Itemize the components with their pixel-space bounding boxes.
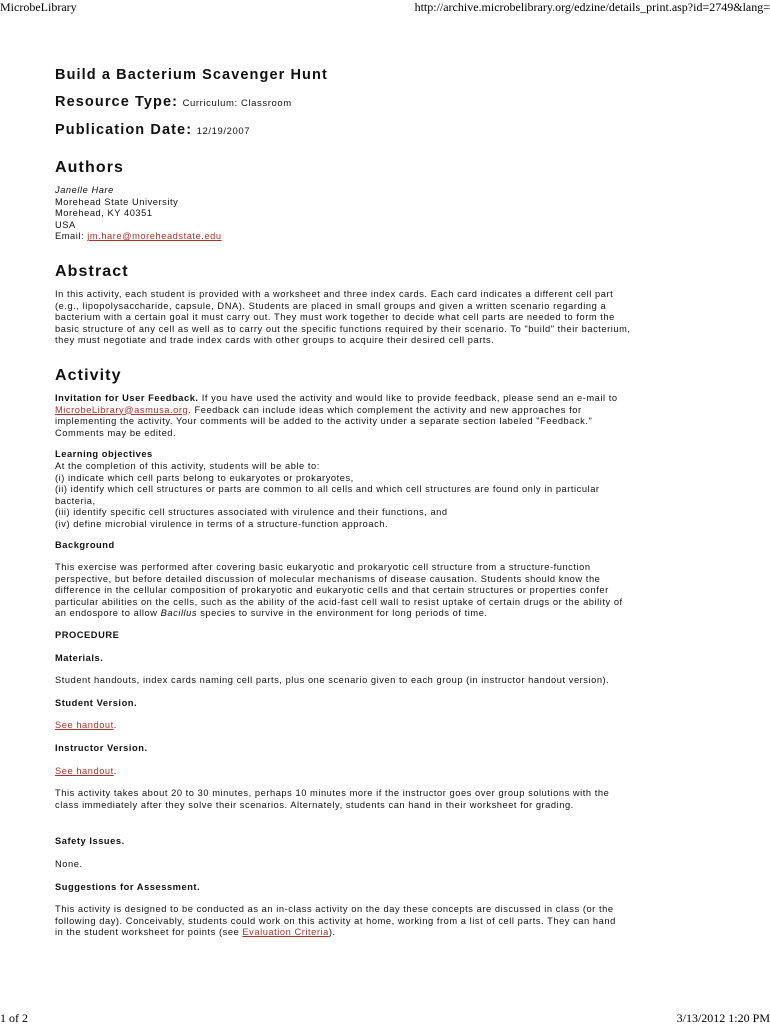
- author-city: Morehead, KY 40351: [55, 208, 153, 219]
- abstract-text: [55, 289, 715, 347]
- feedback-line: [55, 405, 715, 417]
- assessment-line: following day). Conceivably, students could work on this activity at home, working from a list of cell parts. They can hand: [55, 915, 616, 926]
- materials-text: Student handouts, index cards naming cell parts, plus one scenario given to each group (in instructor handout version).: [55, 675, 610, 686]
- assessment-text-pre: in the student worksheet for points (see: [55, 927, 243, 938]
- student-version-row: See handout.: [55, 720, 117, 731]
- timing-line: This activity takes about 20 to 30 minutes, perhaps 10 minutes more if the instructor goes over group solutions with the: [55, 788, 610, 799]
- safety-heading: Safety Issues.: [55, 836, 125, 847]
- objective-line: (i) indicate which cell parts belong to eukaryotes or prokaryotes,: [55, 472, 354, 483]
- feedback-line: [55, 393, 715, 405]
- abstract-line: (e.g., lipopolysaccharide, capsule, DNA). Students are placed in small groups and given a written scenario regarding a: [55, 300, 607, 311]
- materials-heading: Materials.: [55, 652, 104, 663]
- author-country: USA: [55, 219, 76, 230]
- background-heading: Background: [55, 540, 115, 551]
- background-line: difference in the cellular composition of prokaryotic and eukaryotic cells and that certain structures or properties confer: [55, 585, 609, 596]
- feedback-text: . Feedback can include ideas which complement the activity and new approaches for: [188, 404, 582, 415]
- publication-date-label: Publication Date:: [55, 122, 193, 138]
- feedback-line: Comments may be edited.: [55, 427, 177, 438]
- background-line: [55, 608, 715, 620]
- author-email-label: Email:: [55, 231, 85, 242]
- timing-text: [55, 788, 715, 811]
- objective-line: (ii) identify which cell structures or parts are common to all cells and which cell structures are found only in particular: [55, 484, 600, 495]
- background-text-pre: an endospore to allow: [55, 608, 161, 619]
- background-text-post: species to survive in the environment for long periods of time.: [197, 608, 488, 619]
- print-footer-datetime: 3/13/2012 1:20 PM: [676, 1011, 770, 1025]
- abstract-line: they must negotiate and trade index cards with other groups to acquire their desired cell parts.: [55, 335, 495, 346]
- evaluation-criteria-link[interactable]: Evaluation Criteria: [242, 927, 329, 938]
- assessment-text-post: ).: [328, 927, 336, 938]
- publication-date-value: 12/19/2007: [196, 126, 251, 137]
- assessment-line: This activity is designed to be conducted as an in-class activity on the day these concepts are discussed in class (or the: [55, 904, 614, 915]
- background-line: particular abilities on the cells, such as the ability of the acid-fast cell wall to resist uptake of certain drugs or the ability of: [55, 596, 623, 607]
- safety-text: None.: [55, 858, 83, 869]
- abstract-heading: Abstract: [55, 262, 129, 280]
- procedure-heading: PROCEDURE: [55, 630, 120, 641]
- background-text: [55, 562, 715, 620]
- author-name: Janelle Hare: [55, 185, 114, 195]
- objectives-heading: Learning objectives: [55, 449, 153, 460]
- learning-objectives: [55, 449, 715, 530]
- author-email-row: [55, 231, 715, 243]
- student-handout-link[interactable]: See handout: [55, 720, 114, 731]
- feedback-email-link[interactable]: MicrobeLibrary@asmusa.org: [55, 404, 189, 415]
- feedback-paragraph: [55, 393, 715, 439]
- resource-type-label: Resource Type:: [55, 94, 179, 110]
- page-title: Build a Bacterium Scavenger Hunt: [55, 67, 328, 83]
- document-body: [55, 67, 715, 939]
- resource-type-value: Curriculum: Classroom: [182, 98, 292, 109]
- objective-line: (iv) define microbial virulence in terms of a structure-function approach.: [55, 518, 389, 529]
- assessment-text: [55, 904, 715, 939]
- abstract-line: bacterium with a certain goal it must carry out. They must work together to decide what cell parts are needed to form the: [55, 312, 615, 323]
- objective-line: bacteria,: [55, 495, 96, 506]
- assessment-heading: Suggestions for Assessment.: [55, 881, 201, 892]
- student-version-heading: Student Version.: [55, 697, 138, 708]
- author-email-link[interactable]: jm.hare@moreheadstate.edu: [87, 231, 222, 242]
- assessment-line: [55, 927, 715, 939]
- print-header-site: MicrobeLibrary: [0, 0, 77, 14]
- author-org: Morehead State University: [55, 196, 179, 207]
- feedback-label: Invitation for User Feedback.: [55, 392, 199, 403]
- publication-date: [55, 121, 715, 139]
- print-footer-page: 1 of 2: [0, 1011, 28, 1025]
- abstract-line: In this activity, each student is provided with a worksheet and three index cards. Each card indicates a different cell part: [55, 288, 614, 299]
- background-line: This exercise was performed after covering basic eukaryotic and prokaryotic cell structure from a structure-function: [55, 562, 591, 573]
- timing-line: class immediately after they solve their scenarios. Alternately, students can hand in their worksheet for grading.: [55, 799, 574, 810]
- instructor-handout-link[interactable]: See handout: [55, 765, 114, 776]
- author-block: [55, 185, 715, 243]
- instructor-version-row: See handout.: [55, 765, 117, 776]
- objective-line: At the completion of this activity, students will be able to:: [55, 460, 320, 471]
- instructor-version-heading: Instructor Version.: [55, 743, 148, 753]
- feedback-text: If you have used the activity and would like to provide feedback, please send an e-mail to: [201, 392, 618, 403]
- abstract-line: basic structure of any cell as well as to carry out the specific functions required by their scenario. To "build" their bacterium,: [55, 323, 631, 334]
- print-header-url: http://archive.microbelibrary.org/edzine/details_print.asp?id=2749&lang=: [414, 0, 770, 14]
- activity-heading: Activity: [55, 366, 122, 384]
- authors-heading: Authors: [55, 159, 125, 176]
- resource-type: [55, 93, 715, 111]
- feedback-line: implementing the activity. Your comments will be added to the activity under a separate section labeled "Feedback.": [55, 416, 593, 427]
- background-genus: Bacillus: [160, 608, 198, 619]
- background-line: perspective, but before detailed discussion of molecular mechanisms of disease causation. Students should know the: [55, 573, 601, 584]
- objective-line: (iii) identify specific cell structures associated with virulence and their functions, and: [55, 507, 448, 518]
